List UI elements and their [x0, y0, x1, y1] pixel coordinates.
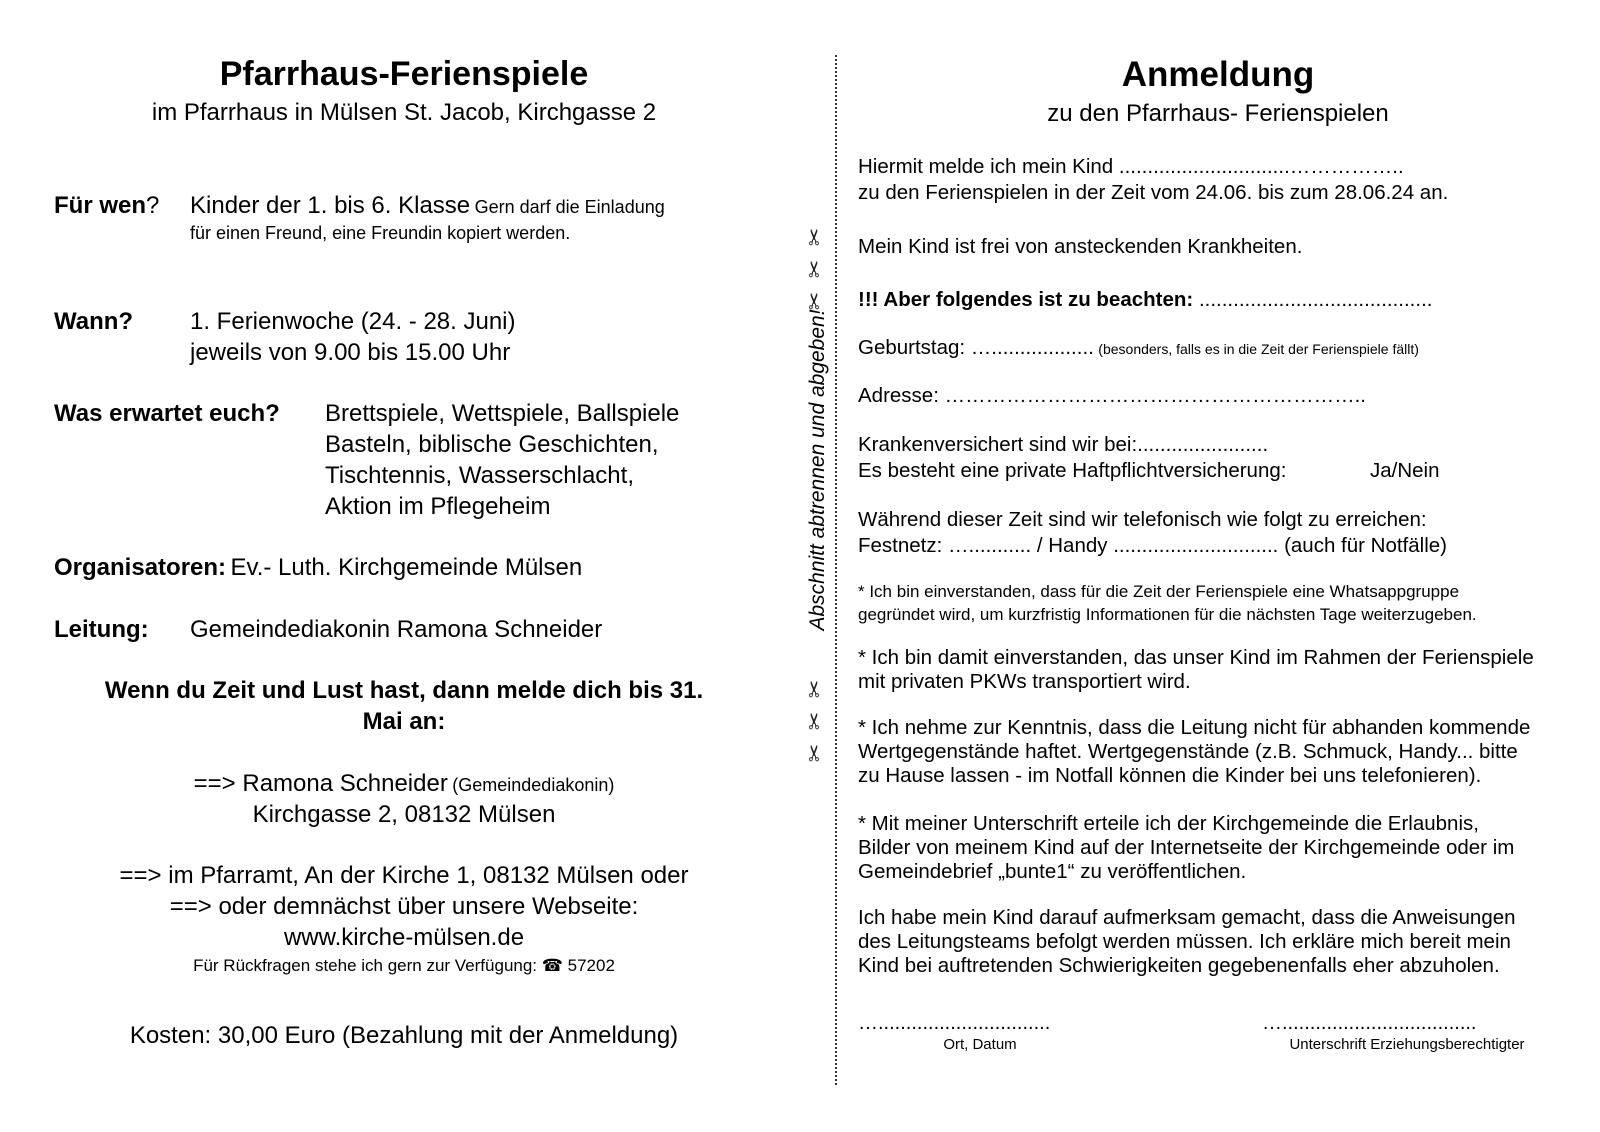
fuer-wen-note-line2: für einen Freund, eine Freundin kopiert werden. — [190, 223, 571, 243]
consent-whatsapp-line1: * Ich bin einverstanden, dass für die Zeit der Ferienspiele eine Whatsappgruppe — [858, 582, 1460, 601]
contact-pfarramt: ==> im Pfarramt, An der Kirche 1, 08132 Mülsen oder — [119, 862, 689, 889]
kosten: Kosten: 30,00 Euro (Bezahlung mit der Anmeldung) — [129, 1022, 679, 1049]
contact-ramona-role: (Gemeindediakonin) — [452, 775, 615, 795]
fuer-wen-question-mark: ? — [146, 192, 160, 219]
call-to-action-line1: Wenn du Zeit und Lust hast, dann melde dich bis 31. — [104, 677, 704, 704]
was-line: Tischtennis, Wasserschlacht, — [325, 462, 634, 489]
phone-intro: Während dieser Zeit sind wir telefonisch wie folgt zu erreichen: — [858, 508, 1427, 531]
scissor-icon: ✂ — [802, 291, 828, 311]
scissor-icon: ✂ — [802, 711, 828, 731]
form-title: Anmeldung — [1121, 55, 1315, 94]
rueckfragen-phone: Für Rückfragen stehe ich gern zur Verfügung: ☎ 57202 — [193, 956, 615, 975]
instructions-line1: Ich habe mein Kind darauf aufmerksam gemacht, dass die Anweisungen — [858, 906, 1516, 929]
form-subtitle: zu den Pfarrhaus- Ferienspielen — [1047, 100, 1389, 127]
contact-ramona-name: ==> Ramona Schneider — [193, 770, 448, 797]
flyer-subtitle: im Pfarrhaus in Mülsen St. Jacob, Kirchgasse 2 — [151, 99, 657, 126]
consent-transport-line2: mit privaten PKWs transportiert wird. — [858, 670, 1191, 693]
birthday-label: Geburtstag: ….................. — [858, 336, 1094, 359]
leitung-value: Gemeindediakonin Ramona Schneider — [190, 616, 603, 643]
scissor-icon: ✂ — [802, 227, 828, 247]
fuer-wen-value: Kinder der 1. bis 6. Klasse — [190, 192, 471, 219]
signature-line: …................................... — [1262, 1012, 1477, 1034]
contact-website-intro: ==> oder demnächst über unsere Webseite: — [169, 893, 639, 920]
cut-line — [835, 55, 837, 1085]
address-field: Adresse: …………………………………………………….. — [858, 384, 1366, 407]
was-label: Was erwartet euch? — [54, 400, 280, 427]
registration-line2: zu den Ferienspielen in der Zeit vom 24.06. bis zum 28.06.24 an. — [858, 181, 1449, 204]
organisatoren-label: Organisatoren: — [54, 554, 227, 581]
contact-ramona-address: Kirchgasse 2, 08132 Mülsen — [252, 801, 556, 828]
scissor-icon: ✂ — [802, 679, 828, 699]
call-to-action-line2: Mai an: — [362, 708, 446, 735]
birthday-field — [858, 336, 1419, 360]
was-line: Basteln, biblische Geschichten, — [325, 431, 659, 458]
liability-notice-line1: * Ich nehme zur Kenntnis, dass die Leitung nicht für abhanden kommende — [858, 716, 1531, 739]
wann-line2: jeweils von 9.00 bis 15.00 Uhr — [190, 339, 511, 366]
organisatoren-value: Ev.- Luth. Kirchgemeinde Mülsen — [230, 554, 583, 581]
instructions-line2: des Leitungsteams befolgt werden müssen. Ich erkläre mich bereit mein — [858, 930, 1511, 953]
photo-consent-line3: Gemeindebrief „bunte1“ zu veröffentlichen. — [858, 860, 1247, 883]
liability-notice-line3: zu Hause lassen - im Notfall können die Kinder bei uns telefonieren). — [858, 764, 1482, 787]
place-date-line: …............................... — [858, 1012, 1051, 1034]
wann-label: Wann? — [54, 308, 134, 335]
was-line: Aktion im Pflegeheim — [325, 493, 551, 520]
fuer-wen-label: Für wen — [54, 192, 147, 219]
was-line: Brettspiele, Wettspiele, Ballspiele — [325, 400, 680, 427]
organisatoren-row — [54, 554, 582, 582]
contact-ramona — [54, 770, 754, 798]
registration-line1: Hiermit melde ich mein Kind ..............................…………….. — [858, 155, 1404, 178]
photo-consent-line1: * Mit meiner Unterschrift erteile ich der Kirchgemeinde die Erlaubnis, — [858, 812, 1479, 835]
notes-label: !!! Aber folgendes ist zu beachten: — [858, 288, 1194, 311]
liability-notice-line2: Wertgegenstände haftet. Wertgegenstände (z.B. Schmuck, Handy... bitte — [858, 740, 1518, 763]
consent-whatsapp-line2: gegründet wird, um kurzfristig Informationen für die nächsten Tage weiterzugeben. — [858, 605, 1477, 624]
fuer-wen-value-row — [190, 192, 665, 220]
signature-label: Unterschrift Erziehungsberechtigter — [1289, 1036, 1525, 1053]
notes-field — [858, 288, 1432, 312]
health-statement: Mein Kind ist frei von ansteckenden Krankheiten. — [858, 235, 1303, 258]
birthday-note: (besonders, falls es in die Zeit der Ferienspiele fällt) — [1098, 341, 1419, 357]
phone-fields: Festnetz: …........... / Handy ............................. (auch für Notfälle) — [858, 534, 1447, 557]
scissor-icon: ✂ — [802, 259, 828, 279]
website-url: www.kirche-mülsen.de — [283, 924, 525, 951]
scissor-icon: ✂ — [802, 743, 828, 763]
instructions-line3: Kind bei auftretenden Schwierigkeiten gegebenenfalls eher abzuholen. — [858, 954, 1500, 977]
consent-transport-line1: * Ich bin damit einverstanden, das unser Kind im Rahmen der Ferienspiele — [858, 646, 1534, 669]
notes-dots: ......................................... — [1193, 288, 1433, 311]
fuer-wen-note: Gern darf die Einladung — [474, 197, 665, 217]
liability-ja-nein: Ja/Nein — [1370, 459, 1440, 482]
fuer-wen-row — [54, 192, 159, 220]
flyer-title: Pfarrhaus-Ferienspiele — [219, 55, 589, 93]
insurance-field: Krankenversichert sind wir bei:....................... — [858, 433, 1269, 456]
place-date-label: Ort, Datum — [943, 1036, 1017, 1053]
photo-consent-line2: Bilder von meinem Kind auf der Internetseite der Kirchgemeinde oder im — [858, 836, 1515, 859]
leitung-label: Leitung: — [54, 616, 149, 643]
liability-field: Es besteht eine private Haftpflichtversicherung: — [858, 459, 1287, 482]
cut-instruction-text: Abschnitt abtrennen und abgeben! — [806, 309, 829, 631]
wann-line1: 1. Ferienwoche (24. - 28. Juni) — [190, 308, 516, 335]
